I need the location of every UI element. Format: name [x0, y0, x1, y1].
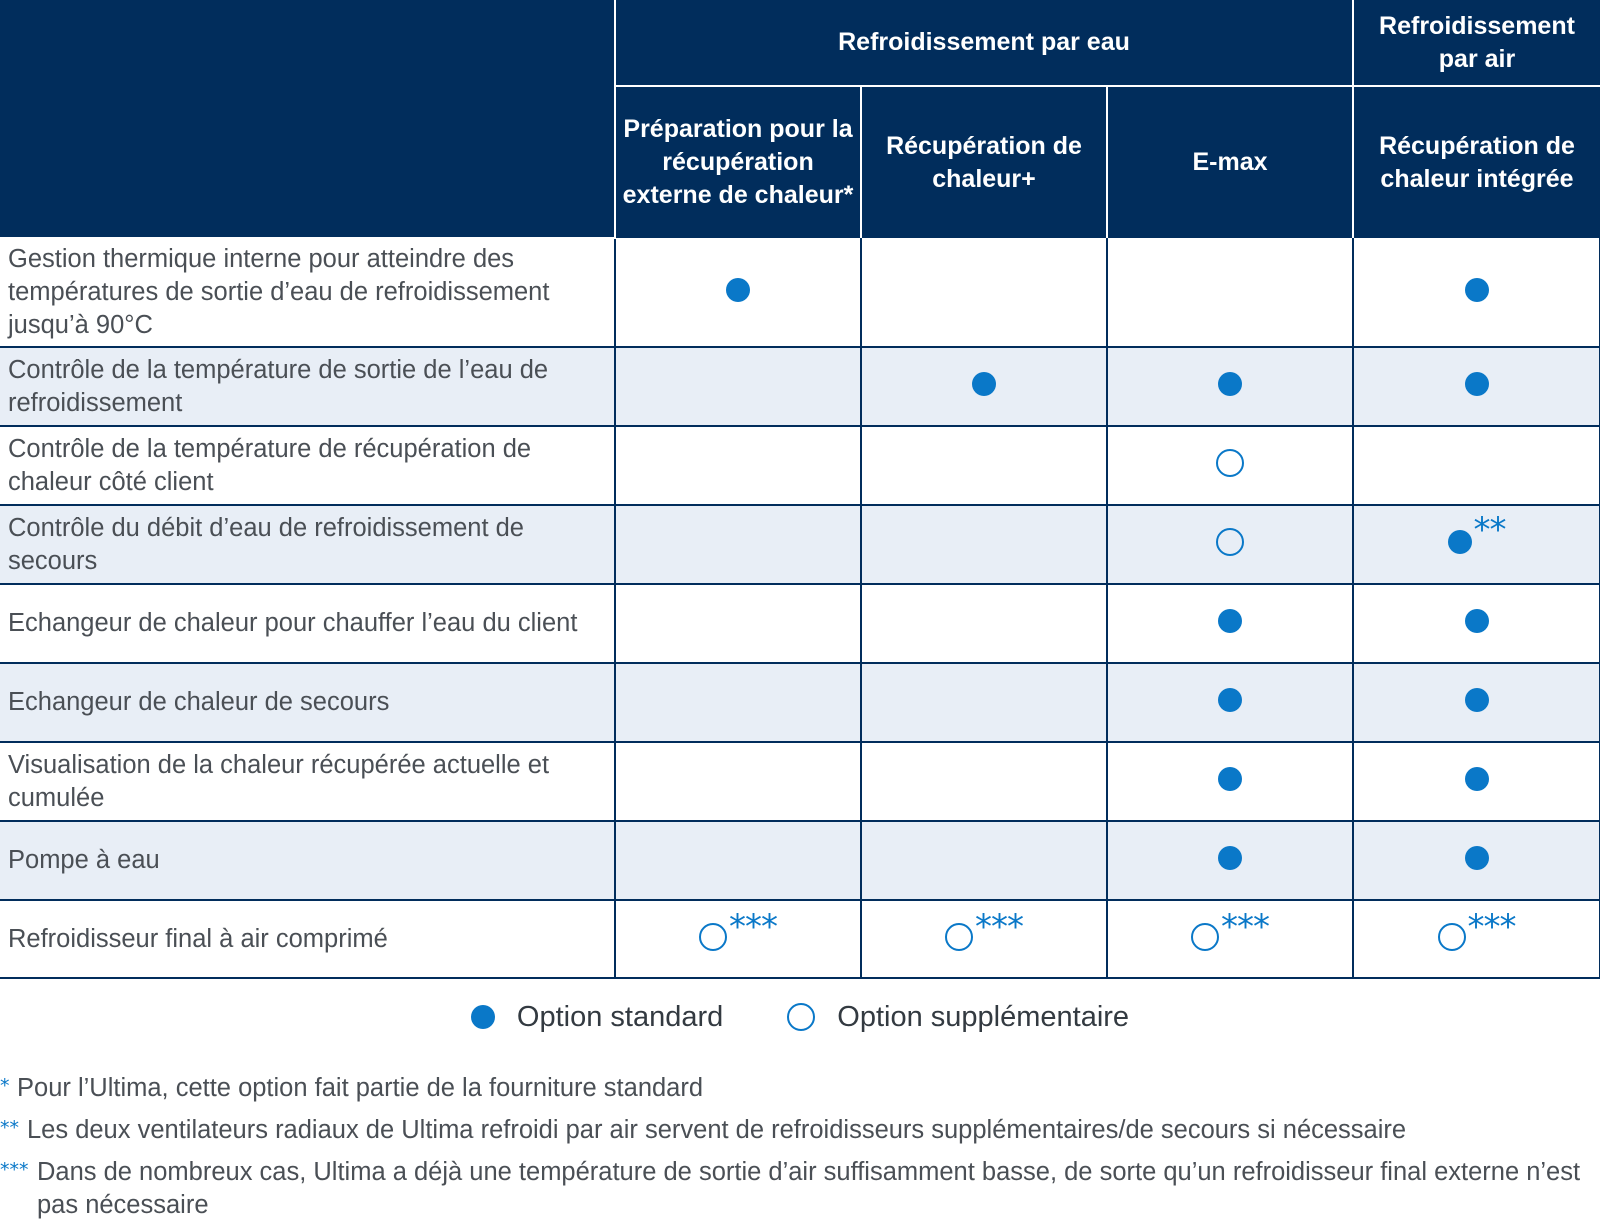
column-header-heat-recovery-plus: Récupération de chaleur+	[861, 86, 1107, 238]
footnote	[0, 1156, 1600, 1221]
feature-label: Gestion thermique interne pour atteindre des températures de sortie d’eau de refroidissement jusqu’à 90°C	[0, 238, 615, 347]
hollow-circle-icon	[787, 1003, 815, 1031]
footnote-text: Pour l’Ultima, cette option fait partie de la fourniture standard	[17, 1074, 704, 1102]
option-cell	[1353, 584, 1600, 663]
filled-dot-icon	[1465, 688, 1489, 712]
option-cell	[861, 742, 1107, 821]
footnote-reference: ***	[1467, 906, 1516, 947]
option-mark	[1465, 609, 1489, 633]
option-mark	[1465, 846, 1489, 870]
filled-dot-icon	[1448, 530, 1472, 554]
option-cell	[615, 426, 861, 505]
footnote-symbol: ***	[0, 1159, 29, 1181]
option-cell	[1353, 505, 1600, 584]
table-body	[0, 238, 1600, 978]
option-cell	[615, 663, 861, 742]
option-mark	[1218, 372, 1242, 396]
option-cell	[1107, 821, 1353, 900]
option-cell	[1107, 584, 1353, 663]
footnote-reference: ***	[729, 906, 777, 947]
table-row	[0, 505, 1600, 584]
option-cell	[1353, 238, 1600, 347]
feature-label: Refroidisseur final à air comprimé	[0, 900, 615, 978]
option-cell	[861, 900, 1107, 978]
legend	[0, 994, 1600, 1040]
option-mark	[945, 906, 1023, 951]
table-corner-cell	[0, 0, 615, 238]
footnote-reference: ***	[1221, 906, 1269, 947]
option-mark	[1465, 372, 1489, 396]
option-cell	[1353, 900, 1600, 978]
option-cell	[1107, 900, 1353, 978]
option-cell	[861, 347, 1107, 426]
footnotes	[0, 1072, 1600, 1221]
option-mark	[1438, 906, 1516, 951]
filled-dot-icon	[1465, 846, 1489, 870]
footnote-reference: **	[1473, 510, 1506, 550]
option-cell	[1353, 663, 1600, 742]
option-mark	[972, 372, 996, 396]
filled-dot-icon	[471, 1005, 495, 1029]
column-header-external-recovery-prep: Préparation pour la récupération externe de chaleur*	[615, 86, 861, 238]
option-cell	[1107, 347, 1353, 426]
filled-dot-icon	[1465, 278, 1489, 302]
footnote	[0, 1072, 1600, 1105]
table-row	[0, 742, 1600, 821]
hollow-circle-icon	[1216, 528, 1244, 556]
option-mark	[1218, 846, 1242, 870]
option-mark	[1218, 688, 1242, 712]
option-cell	[861, 505, 1107, 584]
option-cell	[1353, 821, 1600, 900]
feature-label: Contrôle du débit d’eau de refroidissement de secours	[0, 505, 615, 584]
column-header-integrated-recovery: Récupération de chaleur intégrée	[1353, 86, 1600, 238]
hollow-circle-icon	[1438, 923, 1466, 951]
option-cell	[615, 505, 861, 584]
filled-dot-icon	[1465, 372, 1489, 396]
hollow-circle-icon	[1191, 923, 1219, 951]
option-cell	[1353, 742, 1600, 821]
filled-dot-icon	[1465, 767, 1489, 791]
option-cell	[615, 584, 861, 663]
footnote	[0, 1114, 1600, 1147]
footnote-symbol: *	[0, 1075, 10, 1097]
option-cell	[1107, 238, 1353, 347]
filled-dot-icon	[1218, 688, 1242, 712]
table-row	[0, 900, 1600, 978]
filled-dot-icon	[1218, 846, 1242, 870]
filled-dot-icon	[726, 278, 750, 302]
feature-label: Pompe à eau	[0, 821, 615, 900]
feature-label: Visualisation de la chaleur récupérée actuelle et cumulée	[0, 742, 615, 821]
option-mark	[1216, 449, 1244, 477]
option-cell	[1353, 347, 1600, 426]
filled-dot-icon	[1218, 372, 1242, 396]
option-cell	[861, 584, 1107, 663]
option-mark	[1191, 906, 1269, 951]
footnote-text: Dans de nombreux cas, Ultima a déjà une température de sortie d’air suffisamment basse, de sorte qu’un refroidisseur final externe n’est pas nécessaire	[37, 1158, 1581, 1219]
option-cell	[861, 426, 1107, 505]
hollow-circle-icon	[1216, 449, 1244, 477]
filled-dot-icon	[972, 372, 996, 396]
table-row	[0, 821, 1600, 900]
option-cell	[861, 821, 1107, 900]
option-mark	[699, 906, 777, 951]
option-mark	[1218, 767, 1242, 791]
table-row	[0, 347, 1600, 426]
table-row	[0, 426, 1600, 505]
option-mark	[1465, 767, 1489, 791]
option-cell	[1107, 505, 1353, 584]
option-cell	[861, 663, 1107, 742]
footnote-reference: ***	[975, 906, 1023, 947]
hollow-circle-icon	[699, 923, 727, 951]
filled-dot-icon	[1218, 767, 1242, 791]
option-cell	[861, 238, 1107, 347]
option-mark	[1448, 510, 1506, 554]
option-cell	[1107, 426, 1353, 505]
footnote-text: Les deux ventilateurs radiaux de Ultima refroidi par air servent de refroidisseurs supplémentaires/de secours si nécessaire	[27, 1116, 1407, 1144]
footnote-symbol: **	[0, 1117, 19, 1139]
option-cell	[615, 900, 861, 978]
feature-label: Contrôle de la température de récupération de chaleur côté client	[0, 426, 615, 505]
filled-dot-icon	[1465, 609, 1489, 633]
feature-label: Echangeur de chaleur de secours	[0, 663, 615, 742]
legend-item-optional	[787, 1001, 1129, 1034]
hollow-circle-icon	[945, 923, 973, 951]
legend-label-optional: Option supplémentaire	[837, 1000, 1130, 1033]
group-header-water-cooling: Refroidissement par eau	[615, 0, 1353, 86]
option-cell	[615, 347, 861, 426]
group-header-air-cooling: Refroidissement par air	[1353, 0, 1600, 86]
legend-item-standard	[471, 1001, 723, 1034]
feature-label: Contrôle de la température de sortie de l’eau de refroidissement	[0, 347, 615, 426]
option-cell	[1107, 663, 1353, 742]
option-mark	[1465, 278, 1489, 302]
option-cell	[615, 238, 861, 347]
table-row	[0, 584, 1600, 663]
table-row	[0, 663, 1600, 742]
feature-label: Echangeur de chaleur pour chauffer l’eau du client	[0, 584, 615, 663]
filled-dot-icon	[1218, 609, 1242, 633]
column-header-e-max: E-max	[1107, 86, 1353, 238]
legend-label-standard: Option standard	[516, 1000, 724, 1033]
option-mark	[1216, 528, 1244, 556]
option-cell	[615, 821, 861, 900]
option-mark	[726, 278, 750, 302]
option-cell	[1107, 742, 1353, 821]
option-mark	[1465, 688, 1489, 712]
option-mark	[1218, 609, 1242, 633]
option-cell	[1353, 426, 1600, 505]
table-row	[0, 238, 1600, 347]
option-cell	[615, 742, 861, 821]
